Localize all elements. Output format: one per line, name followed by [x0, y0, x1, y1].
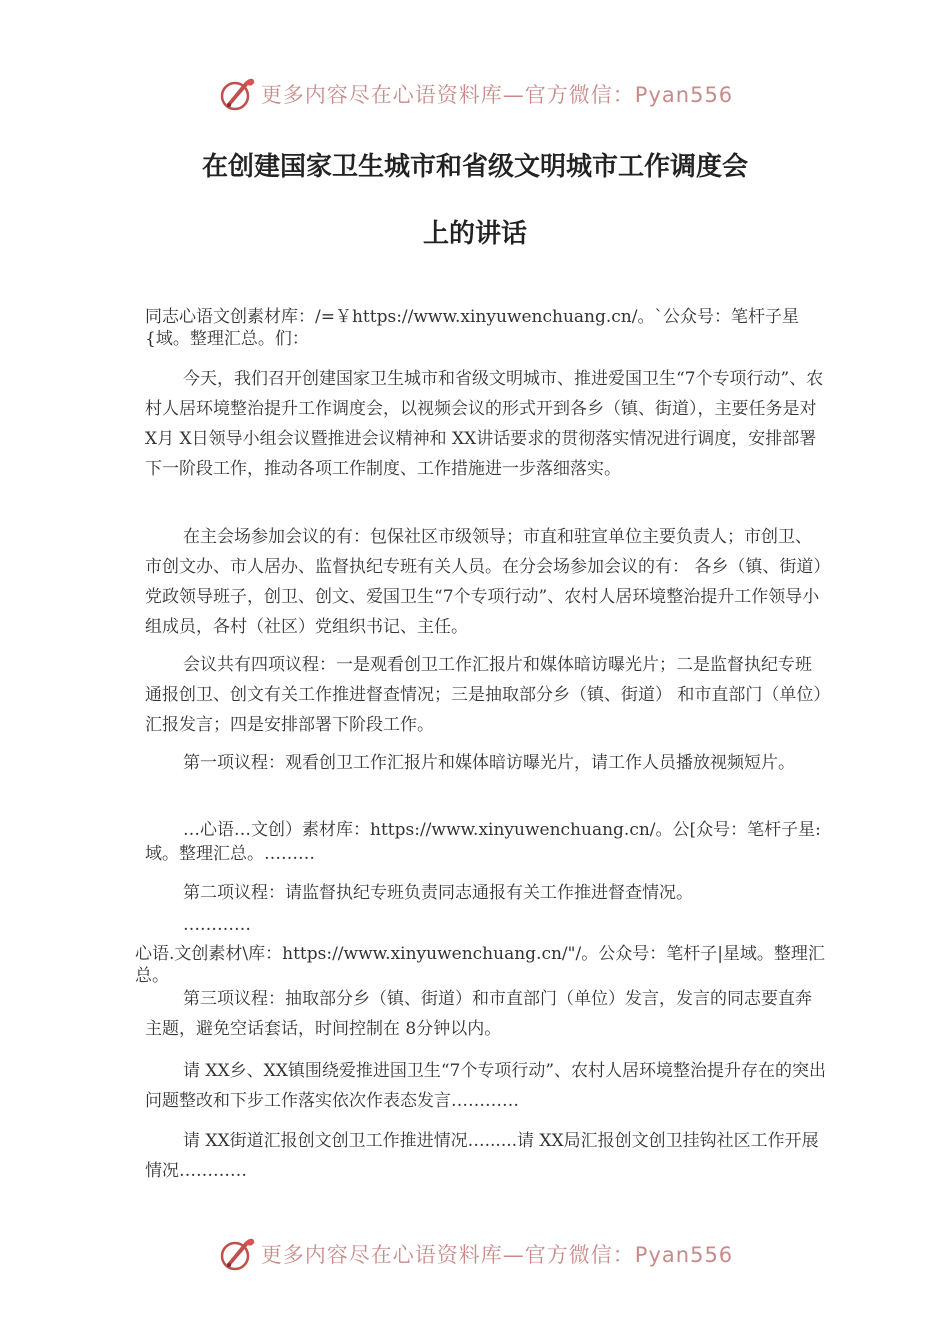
paragraph-8: 心语.文创素材\库：https://www.xinyuwenchuang.cn/"/。公众号：笔杆子|星域。整理汇总。 — [135, 944, 825, 986]
footer-banner — [0, 1232, 950, 1276]
paragraph-11: 请 XX街道汇报创文创卫工作推进情况…......请 XX局汇报创文创卫挂钩社区工作开展情况………… — [145, 1131, 819, 1181]
paragraph-7: ………… — [183, 915, 251, 935]
paragraph-0: 同志心语文创素材库：/=￥https://www.xinyuwenchuang.cn/。`公众号：笔杆子星{域。整理汇总。们： — [145, 307, 799, 349]
paragraph-3: 会议共有四项议程：一是观看创卫工作汇报片和媒体暗访曝光片；二是监督执纪专班通报创卫、创文有关工作推进督查情况；三是抽取部分乡（镇、街道） 和市直部门（单位）汇报发言；四是安排部署下阶段工作。 — [145, 655, 822, 735]
paragraph-4: 第一项议程：观看创卫工作汇报片和媒体暗访曝光片，请工作人员播放视频短片。 — [183, 753, 795, 773]
paragraph-9: 第三项议程：抽取部分乡（镇、街道）和市直部门（单位）发言，发言的同志要直奔主题，避免空话套话，时间控制在 8分钟以内。 — [145, 989, 812, 1039]
paragraph-10: 请 XX乡、XX镇围绕爱推进国卫生“7个专项行动”、农村人居环境整治提升存在的突出问题整改和下步工作落实依次作表态发言………… — [145, 1061, 827, 1111]
quill-ink-logo-icon — [217, 74, 257, 114]
paragraph-6: 第二项议程：请监督执纪专班负责同志通报有关工作推进督查情况。 — [183, 883, 693, 903]
paragraph-1: 今天，我们召开创建国家卫生城市和省级文明城市、推进爱国卫生“7个专项行动”、农村人居环境整治提升工作调度会，以视频会议的形式开到各乡（镇、街道），主要任务是对 X月 X日领导小组会议暨推进会议精神和 XX讲话要求的贯彻落实情况进行调度，安排部署下一阶段工作，推动各项工作制度、工作措施进一步落细落实。 — [145, 369, 824, 479]
quill-ink-logo-icon — [217, 1234, 257, 1274]
document-title-line-1: 在创建国家卫生城市和省级文明城市工作调度会 — [201, 152, 748, 182]
document-title-line-2: 上的讲话 — [422, 219, 527, 249]
paragraph-2: 在主会场参加会议的有：包保社区市级领导；市直和驻宣单位主要负责人；市创卫、市创文办、市人居办、监督执纪专班有关人员。在分会场参加会议的有： 各乡（镇、街道）党政领导班子，创卫、创文、爱国卫生“7个专项行动”、农村人居环境整治提升工作领导小组成员，各村（社区）党组织书记、主任。 — [145, 527, 822, 637]
paragraph-5: …心语…文创）素材库：https://www.xinyuwenchuang.cn/。公[众号：笔杆子星:域。整理汇总。……… — [145, 820, 821, 864]
banner-text: 更多内容尽在心语资料库—官方微信：Pyan556 — [260, 1243, 734, 1267]
header-banner — [0, 72, 950, 116]
banner-text: 更多内容尽在心语资料库—官方微信：Pyan556 — [260, 83, 734, 107]
